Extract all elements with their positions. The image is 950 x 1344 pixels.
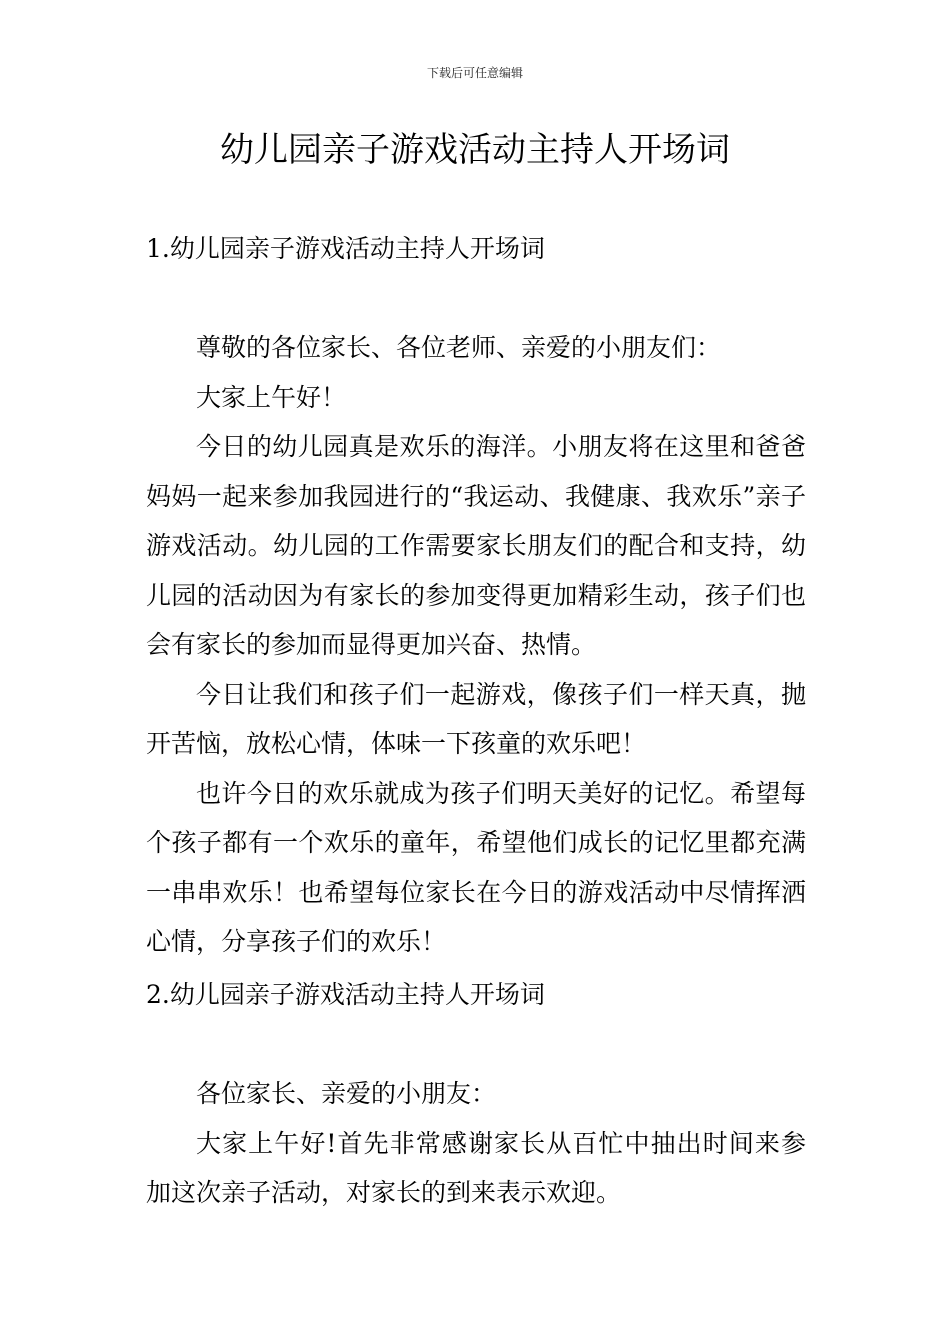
paragraph: 大家上午好！ [196, 382, 347, 412]
document-title: 幼儿园亲子游戏活动主持人开场词 [220, 130, 730, 170]
paragraph: 也许今日的欢乐就成为孩子们明天美好的记忆。希望每个孩子都有一个欢乐的童年，希望他们成长的记忆里都充满一串串欢乐！也希望每位家长在今日的游戏活动中尽情挥洒心情，分享孩子们的欢乐！ [146, 778, 806, 956]
section-2-body [146, 1069, 806, 1218]
section-2-heading: 2.幼儿园亲子游戏活动主持人开场词 [146, 980, 545, 1009]
section-1-heading: 1.幼儿园亲子游戏活动主持人开场词 [146, 234, 545, 263]
paragraph: 今日的幼儿园真是欢乐的海洋。小朋友将在这里和爸爸妈妈一起来参加我园进行的“我运动、我健康、我欢乐”亲子游戏活动。幼儿园的工作需要家长朋友们的配合和支持，幼儿园的活动因为有家长的参加变得更加精彩生动，孩子们也会有家长的参加而显得更加兴奋、热情。 [146, 432, 806, 659]
section-1-body [146, 323, 806, 967]
paragraph: 今日让我们和孩子们一起游戏，像孩子们一样天真，抛开苦恼，放松心情，体味一下孩童的欢乐吧！ [146, 679, 806, 758]
paragraph: 各位家长、亲爱的小朋友： [196, 1079, 497, 1108]
header-note: 下载后可任意编辑 [426, 66, 523, 80]
paragraph: 大家上午好!首先非常感谢家长从百忙中抽出时间来参加这次亲子活动，对家长的到来表示欢迎。 [146, 1128, 806, 1207]
paragraph: 尊敬的各位家长、各位老师、亲爱的小朋友们： [196, 333, 722, 362]
